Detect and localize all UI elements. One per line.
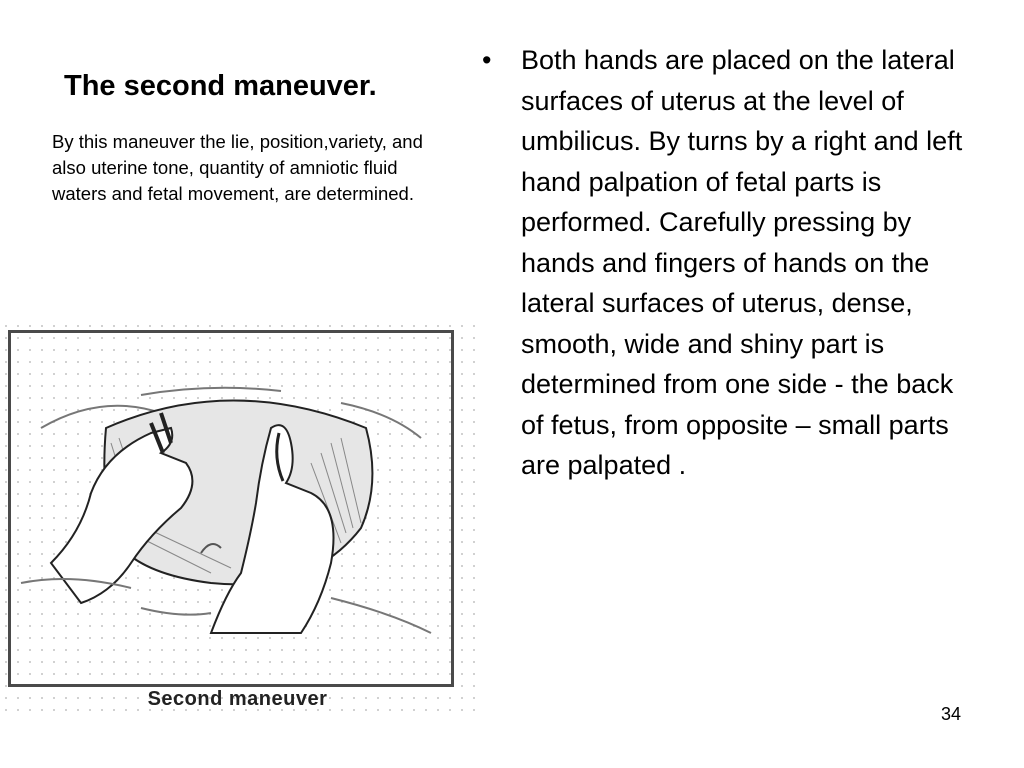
bullet-item [482, 40, 982, 486]
bullet-marker: • [482, 45, 492, 75]
illustration-caption: Second maneuver [147, 688, 328, 710]
maneuver-illustration [0, 320, 475, 720]
page-number: 34 [941, 704, 962, 724]
bullet-list [482, 40, 982, 486]
slide-title: The second maneuver. [64, 70, 377, 102]
hands-on-abdomen-drawing [11, 333, 451, 684]
bullet-text: Both hands are placed on the lateral surfaces of uterus at the level of umbilicus. By turns by a right and left hand palpation of fetal parts is performed. Carefully pressing by hands and fingers of hands on the lateral surfaces of uterus, dense, smooth, wide and shiny part is determined from one side - the back of fetus, from opposite – small parts are palpated . [521, 45, 963, 480]
illustration-frame [8, 330, 454, 687]
intro-paragraph: By this maneuver the lie, position,variety, and also uterine tone, quantity of amniotic fluid waters and fetal movement, are determined. [52, 131, 423, 204]
